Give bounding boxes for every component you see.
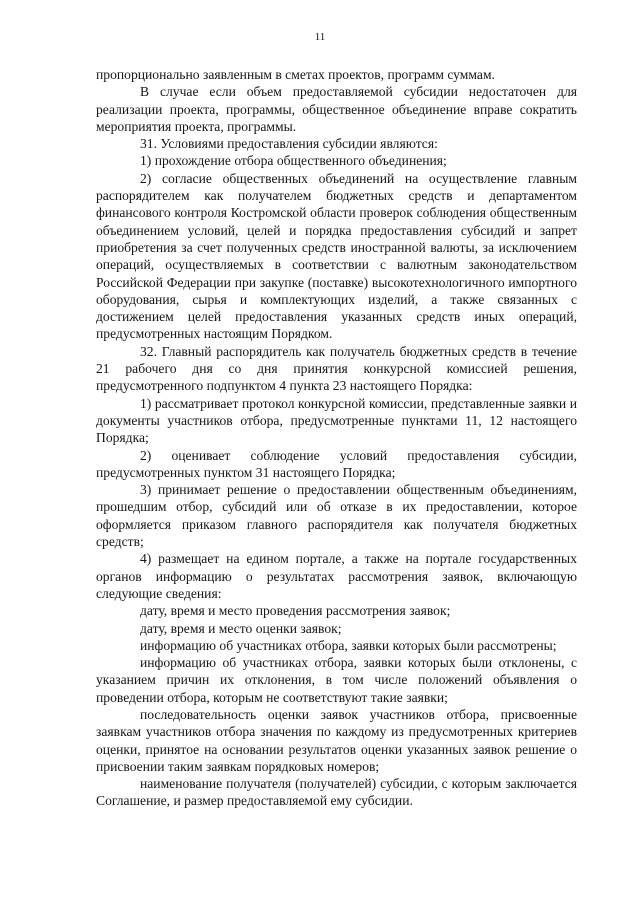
- paragraph: последовательность оценки заявок участников отбора, присвоенные заявкам участников отбора значения по каждому из предусмотренных критериев оценки, принятое на основании результатов оценки указанных заявок решение о присвоении таким заявкам порядковых номеров;: [96, 706, 577, 774]
- paragraph: В случае если объем предоставляемой субсидии недостаточен для реализации проекта, программы, общественное объединение вправе сократить мероприятия проекта, программы.: [96, 84, 577, 134]
- paragraph: дату, время и место проведения рассмотрения заявок;: [140, 603, 451, 619]
- paragraph: 2) согласие общественных объединений на осуществление главным распорядителем как получателем бюджетных средств и департаментом финансового контроля Костромской области проверок соблюдения общественным объединением условий, целей и порядка предоставления субсидий и запрет приобретения за счет полученных средств иностранной валюты, за исключением операций, осуществляемых в соответствии с валютным законодательством Российской Федерации при закупке (поставке) высокотехнологичного импортного оборудования, сырья и комплектующих изделий, а также связанных с достижением целей предоставления указанных средств иных операций, предусмотренных настоящим Порядком.: [96, 170, 577, 342]
- paragraph: дату, время и место оценки заявок;: [140, 620, 342, 636]
- paragraph: наименование получателя (получателей) субсидии, с которым заключается Соглашение, и размер предоставляемой ему субсидии.: [96, 776, 577, 809]
- paragraph: 32. Главный распорядитель как получатель бюджетных средств в течение 21 рабочего дня со дня принятия конкурсной комиссией решения, предусмотренного подпунктом 4 пункта 23 настоящего Порядка:: [96, 343, 577, 394]
- paragraph: 31. Условиями предоставления субсидии являются:: [140, 136, 438, 152]
- paragraph: 1) рассматривает протокол конкурсной комиссии, представленные заявки и документы участников отбора, предусмотренные пунктами 11, 12 настоящего Порядка;: [96, 395, 577, 446]
- paragraph: 4) размещает на едином портале, а также на портале государственных органов информацию о результатах рассмотрения заявок, включающую следующие сведения:: [96, 551, 577, 601]
- paragraph: 1) прохождение отбора общественного объединения;: [140, 153, 447, 169]
- paragraph: 2) оценивает соблюдение условий предоставления субсидии, предусмотренных пунктом 31 настоящего Порядка;: [96, 447, 577, 480]
- paragraph: пропорционально заявленным в сметах проектов, программ суммам.: [96, 67, 495, 82]
- document-body: [96, 66, 577, 810]
- page-number: 11: [314, 31, 326, 43]
- paragraph: информацию об участниках отбора, заявки которых были отклонены, с указанием причин их отклонения, в том числе положений объявления о проведении отбора, которым не соответствуют такие заявки;: [96, 655, 577, 705]
- paragraph: информацию об участниках отбора, заявки которых были рассмотрены;: [140, 637, 557, 653]
- paragraph: 3) принимает решение о предоставлении общественным объединениям, прошедшим отбор, субсидий или об отказе в их предоставлении, которое оформляется приказом главного распорядителя как получателя бюджетных средств;: [96, 482, 577, 550]
